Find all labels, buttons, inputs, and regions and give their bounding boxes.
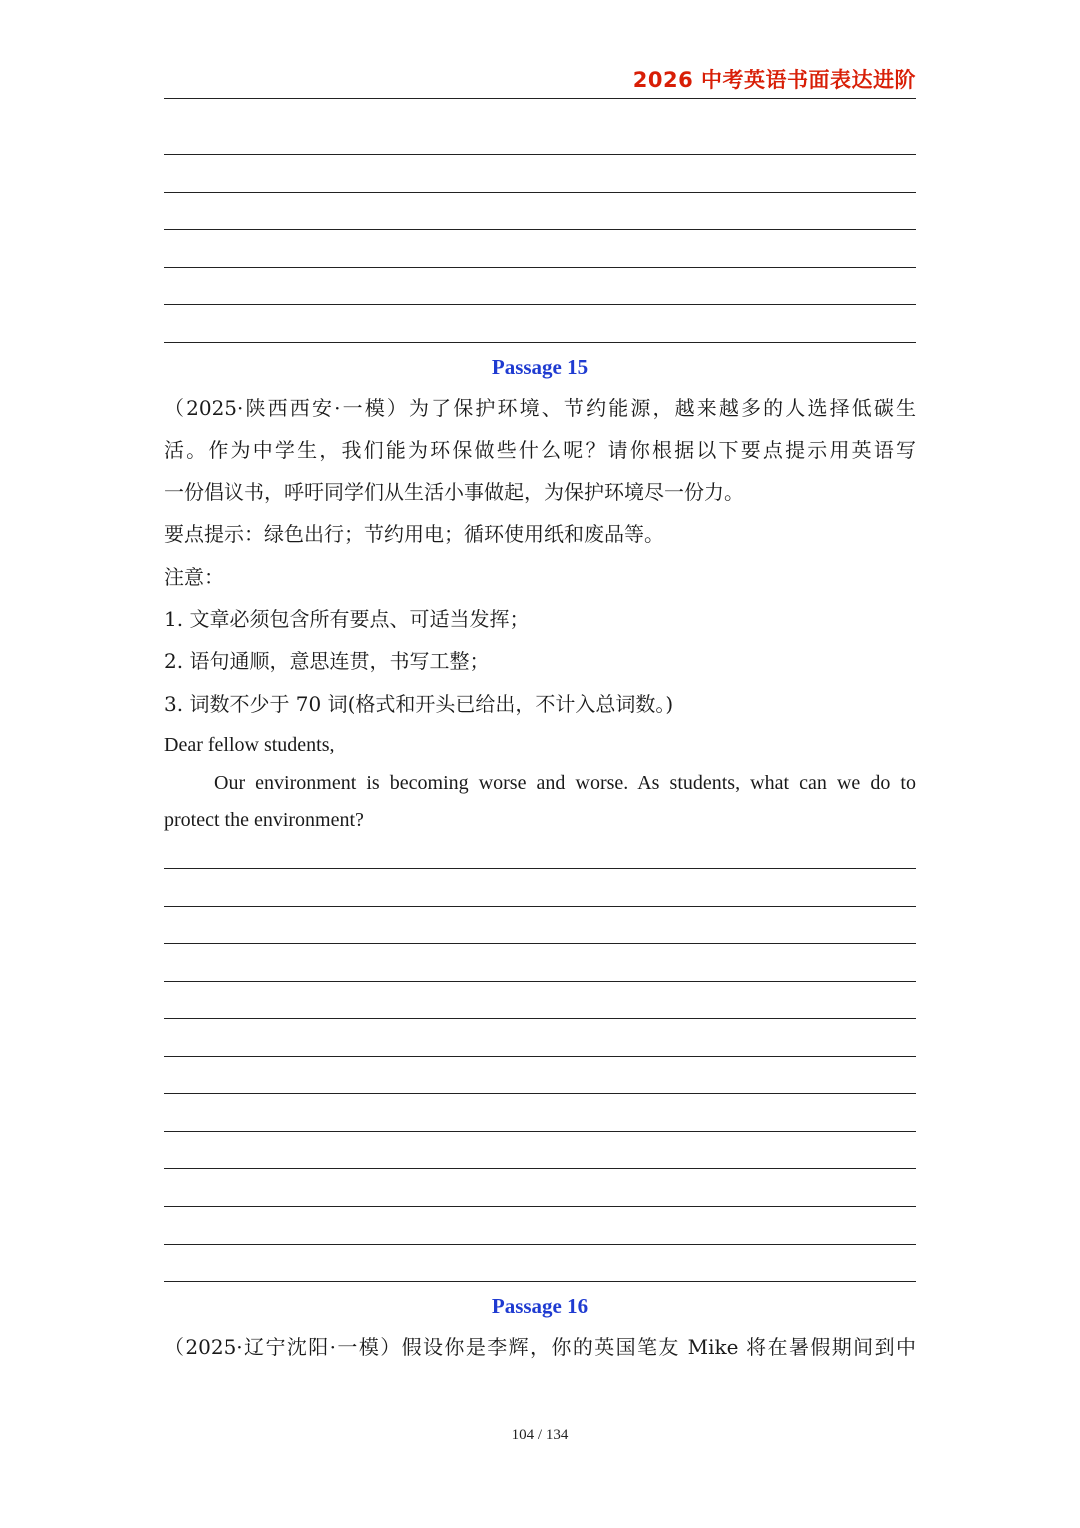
key-points: 要点提示：绿色出行；节约用电；循环使用纸和废品等。 <box>164 522 664 546</box>
writing-line <box>164 342 916 343</box>
writing-line <box>164 192 916 193</box>
note-item: 3. 词数不少于 70 词(格式和开头已给出，不计入总词数。) <box>164 692 674 716</box>
letter-opening: Our environment is becoming worse and worse. As students, what can we do to <box>214 772 916 794</box>
header-title: 2026 中考英语书面表达进阶 <box>632 68 916 92</box>
writing-line <box>164 1131 916 1132</box>
writing-line <box>164 943 916 944</box>
page-number: 104 / 134 <box>511 1427 569 1443</box>
passage-16-title: Passage 16 <box>491 1294 589 1318</box>
letter-opening-continued: protect the environment? <box>164 809 364 831</box>
passage-15-title: Passage 15 <box>491 355 589 379</box>
writing-line <box>164 154 916 155</box>
writing-line <box>164 1206 916 1207</box>
prompt-line: （2025·辽宁沈阳·一模）假设你是李辉，你的英国笔友 Mike 将在暑假期间到中 <box>164 1335 916 1359</box>
notes-label: 注意： <box>164 565 224 589</box>
writing-line <box>164 267 916 268</box>
writing-line <box>164 868 916 869</box>
writing-line <box>164 1093 916 1094</box>
prompt-line: 一份倡议书，呼吁同学们从生活小事做起，为保护环境尽一份力。 <box>164 480 744 504</box>
writing-line <box>164 981 916 982</box>
letter-salutation: Dear fellow students, <box>164 734 335 756</box>
note-item: 1. 文章必须包含所有要点、可适当发挥； <box>164 607 530 631</box>
writing-line <box>164 229 916 230</box>
header-divider <box>164 98 916 99</box>
note-item: 2. 语句通顺，意思连贯，书写工整； <box>164 649 490 673</box>
prompt-line: 活。作为中学生，我们能为环保做些什么呢？请你根据以下要点提示用英语写 <box>164 438 916 462</box>
writing-line <box>164 906 916 907</box>
writing-line <box>164 1281 916 1282</box>
writing-line <box>164 1244 916 1245</box>
writing-line <box>164 304 916 305</box>
writing-line <box>164 1168 916 1169</box>
writing-line <box>164 1056 916 1057</box>
writing-line <box>164 1018 916 1019</box>
prompt-line: （2025·陕西西安·一模）为了保护环境、节约能源，越来越多的人选择低碳生 <box>164 396 916 420</box>
